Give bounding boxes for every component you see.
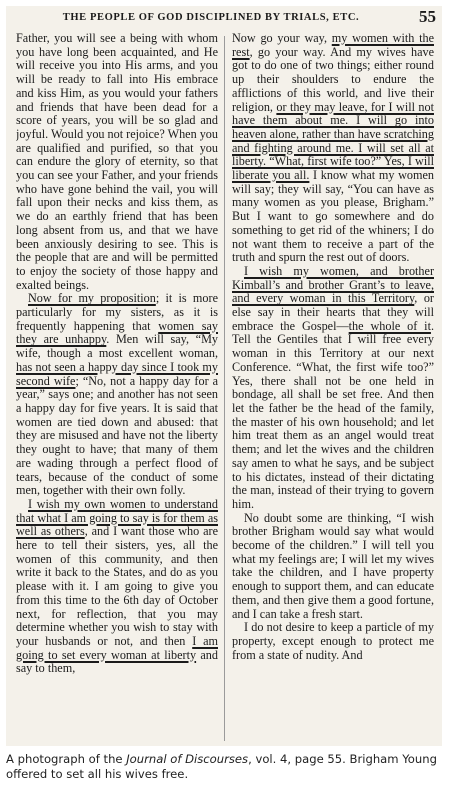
left-column bbox=[16, 32, 218, 746]
paragraph-text: ; it is more particularly for my sisters, as it is frequently happening that bbox=[16, 291, 218, 333]
right-paragraph-2 bbox=[232, 265, 434, 512]
left-paragraph-3 bbox=[16, 498, 218, 676]
underlined-phrase: the whole of it bbox=[348, 318, 431, 333]
right-paragraph-3: No doubt some are thinking, “I wish brother Brigham would say what would become of the children.” I will tell you what my feelings are; I will let my wives take the children, and I have property enough to support them, and can educate them, and then give them a good fortune, and I can take a fresh start. bbox=[232, 510, 434, 621]
scanned-page bbox=[6, 6, 442, 746]
paragraph-text: , go your way. And my wives have got to do one of two things; either round up their shoulders to endure the afflictions of this world, and live their religion, bbox=[232, 44, 434, 114]
right-paragraph-1 bbox=[232, 32, 434, 265]
paragraph-text: . Men will say, “My wife, though a most excellent woman, bbox=[16, 332, 218, 361]
caption-text: A photograph of the bbox=[6, 752, 127, 766]
paragraph-text: . Tell the Gentiles that I will free every woman in this Territory at our next Conference. “What, the first wife too?” Yes, there shall not be one held in bondage, all shall be set free. And then let the father be the head of the family, the master of his own household; and let him treat them as an angel would treat them; and let the wives and the children say amen to what he says, and be subject to his dictates, instead of their dictating the man, instead of their trying to govern him. bbox=[232, 318, 434, 511]
running-head: THE PEOPLE OF GOD DISCIPLINED BY TRIALS, ETC. bbox=[62, 12, 360, 23]
underlined-phrase: I wish my women, and brother Kimball’s and brother Grant’s to leave, and every woman in this Territory bbox=[232, 263, 434, 306]
paragraph-text: Now go your way, bbox=[232, 32, 332, 45]
right-column bbox=[232, 32, 434, 746]
paragraph-text: and say to them, bbox=[16, 647, 218, 676]
underlined-phrase: Now for my proposition bbox=[28, 291, 156, 306]
photo-caption bbox=[6, 752, 446, 782]
left-paragraph-2 bbox=[16, 292, 218, 498]
paragraph-text: , or else say in their hearts that they will embrace the Gospel— bbox=[232, 291, 434, 333]
page-number: 55 bbox=[419, 7, 436, 26]
publication-title: Journal of Discourses bbox=[126, 752, 249, 766]
left-paragraph-1: Father, you will see a being with whom you have long been acquainted, and He will receive you into His arms, and you will be ready to fall into His embrace and kiss Him, as you would your fathers and friends that have been dead for a score of years, you will be so glad and joyful. Would you not rejoice? When you are qualified and purified, so that you can endure the glory of eternity, so that you can see your Father, and your friends who have gone behind the vail, you will fall upon their necks and kiss them, as we do an earthly friend that has been long absent from us, and that we have been anxiously desiring to see. This is the people that are and will be permitted to enjoy the society of those happy and exalted beings. bbox=[16, 32, 218, 292]
column-divider bbox=[224, 36, 225, 741]
underlined-phrase: I wish my own women to understand that what I am going to say is for them as well as others bbox=[16, 496, 218, 539]
paragraph-text: ; “No, not a happy day for a year,” says one; and another has not seen a happy day for five years. It is said that women are tied down and abused: that they are misused and have not the liberty they ought to have; that many of them are wading through a perfect flood of tears, because of the conduct of some men, together with their own folly. bbox=[16, 373, 218, 498]
paragraph-text: I know what my women will say; they will say, “You can have as many women as you please, Brigham.” But I want to go somewhere and do something to get rid of the whiners; I do not want them to receive a part of the truth and spurn the rest out of doors. bbox=[232, 168, 434, 265]
caption-text: , vol. 4, page 55. Brigham Young offered to set all his wives free. bbox=[6, 752, 437, 781]
paragraph-text: , and I want those who are here to tell their sisters, yes, all the women of this community, and then write it back to the States, and do as you please with it. I am going to give you from this time to the 6th day of October next, for reflection, that you may determine whether you wish to stay with your husbands or not, and then bbox=[16, 524, 218, 648]
underlined-phrase: I am going to set every woman at liberty bbox=[16, 633, 218, 662]
right-paragraph-4: I do not desire to keep a particle of my property, except enough to protect me from a state of nudity. And bbox=[232, 620, 434, 662]
underlined-phrase: women say they are unhappy bbox=[16, 318, 218, 347]
underlined-phrase: has not seen a happy day since I took my second wife bbox=[16, 359, 218, 388]
underlined-phrase: or they may leave, for I will not have them about me. I will go into heaven alone, rather than have scratching and fighting around me. I will set all at liberty. “What, first wife too?” Yes, I will liberate you all. bbox=[232, 99, 434, 183]
page-header bbox=[6, 7, 442, 32]
underlined-phrase: my women with the rest bbox=[232, 32, 434, 59]
